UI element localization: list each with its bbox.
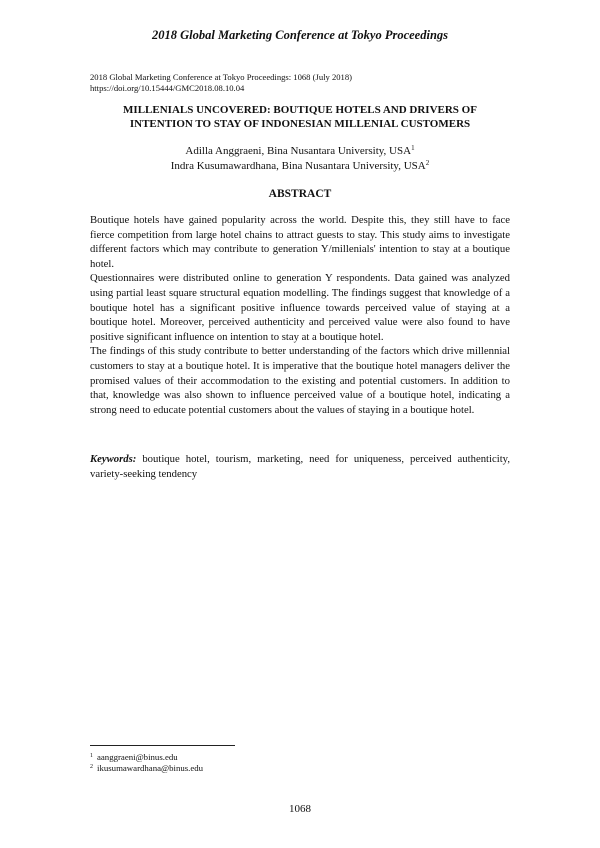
footnote-divider (90, 745, 235, 746)
email-link[interactable]: ikusumawardhana@binus.edu (97, 763, 204, 773)
abstract-paragraph: Questionnaires were distributed online to generation Y respondents. Data gained was analyzed using partial least square structural equation modelling. The findings suggest that knowledge of a boutique hotel has a significant positive influence towards perceived value of staying at a boutique hotel. Moreover, perceived authenticity and perceived value were also found to have positive significant influence on intention to stay at a boutique hotel. (90, 272, 510, 343)
paper-title (70, 103, 530, 131)
author-line (60, 159, 540, 174)
abstract-paragraph: The findings of this study contribute to better understanding of the factors which drive millennial customers to stay at a boutique hotel. It is imperative that the boutique hotel managers deliver the promised values of their accommodation to the existing and potential customers. In addition to that, knowledge was also shown to influence perceived value of a boutique hotel, indicating a strong need to educate potential customers about the values of staying in a boutique hotel. (90, 345, 510, 416)
citation-block (90, 72, 510, 94)
page-number: 1068 (289, 803, 311, 815)
doi-link[interactable]: https://doi.org/10.15444/GMC2018.08.10.04 (90, 83, 245, 93)
footnotes (90, 752, 510, 774)
footnote-number: 1 (90, 753, 93, 759)
running-head: 2018 Global Marketing Conference at Tokyo Proceedings (151, 28, 449, 42)
footnote (90, 763, 510, 774)
paper-title-line-1: MILLENIALS UNCOVERED: BOUTIQUE HOTELS AND DRIVERS OF (123, 104, 477, 116)
email-link[interactable]: aanggraeni@binus.edu (97, 752, 178, 762)
keywords (90, 452, 510, 481)
footnote (90, 752, 510, 763)
abstract-paragraph: Boutique hotels have gained popularity across the world. Despite this, they still have to face fierce competition from large hotel chains to attract guests to stay. This study aims to investigate different factors which may contribute to generation Y/millenials' intention to stay at a boutique hotel. (90, 214, 510, 270)
paper-title-line-2: INTENTION TO STAY OF INDONESIAN MILLENIAL CUSTOMERS (129, 118, 471, 130)
author-name: Adilla Anggraeni, Bina Nusantara University, USA (185, 145, 412, 157)
footnote-number: 2 (90, 764, 93, 770)
abstract-body (90, 213, 510, 417)
author-list (60, 144, 540, 173)
author-line (60, 144, 540, 159)
citation-line: 2018 Global Marketing Conference at Tokyo Proceedings: 1068 (July 2018) (90, 72, 353, 82)
footnote-marker: 1 (411, 144, 415, 152)
author-name: Indra Kusumawardhana, Bina Nusantara University, USA (170, 159, 426, 172)
keywords-text: boutique hotel, tourism, marketing, need for uniqueness, perceived authenticity, variety-seeking tendency (90, 453, 510, 480)
footnote-marker: 2 (425, 158, 430, 167)
abstract-heading: ABSTRACT (268, 188, 332, 200)
keywords-label: Keywords: (90, 453, 137, 465)
